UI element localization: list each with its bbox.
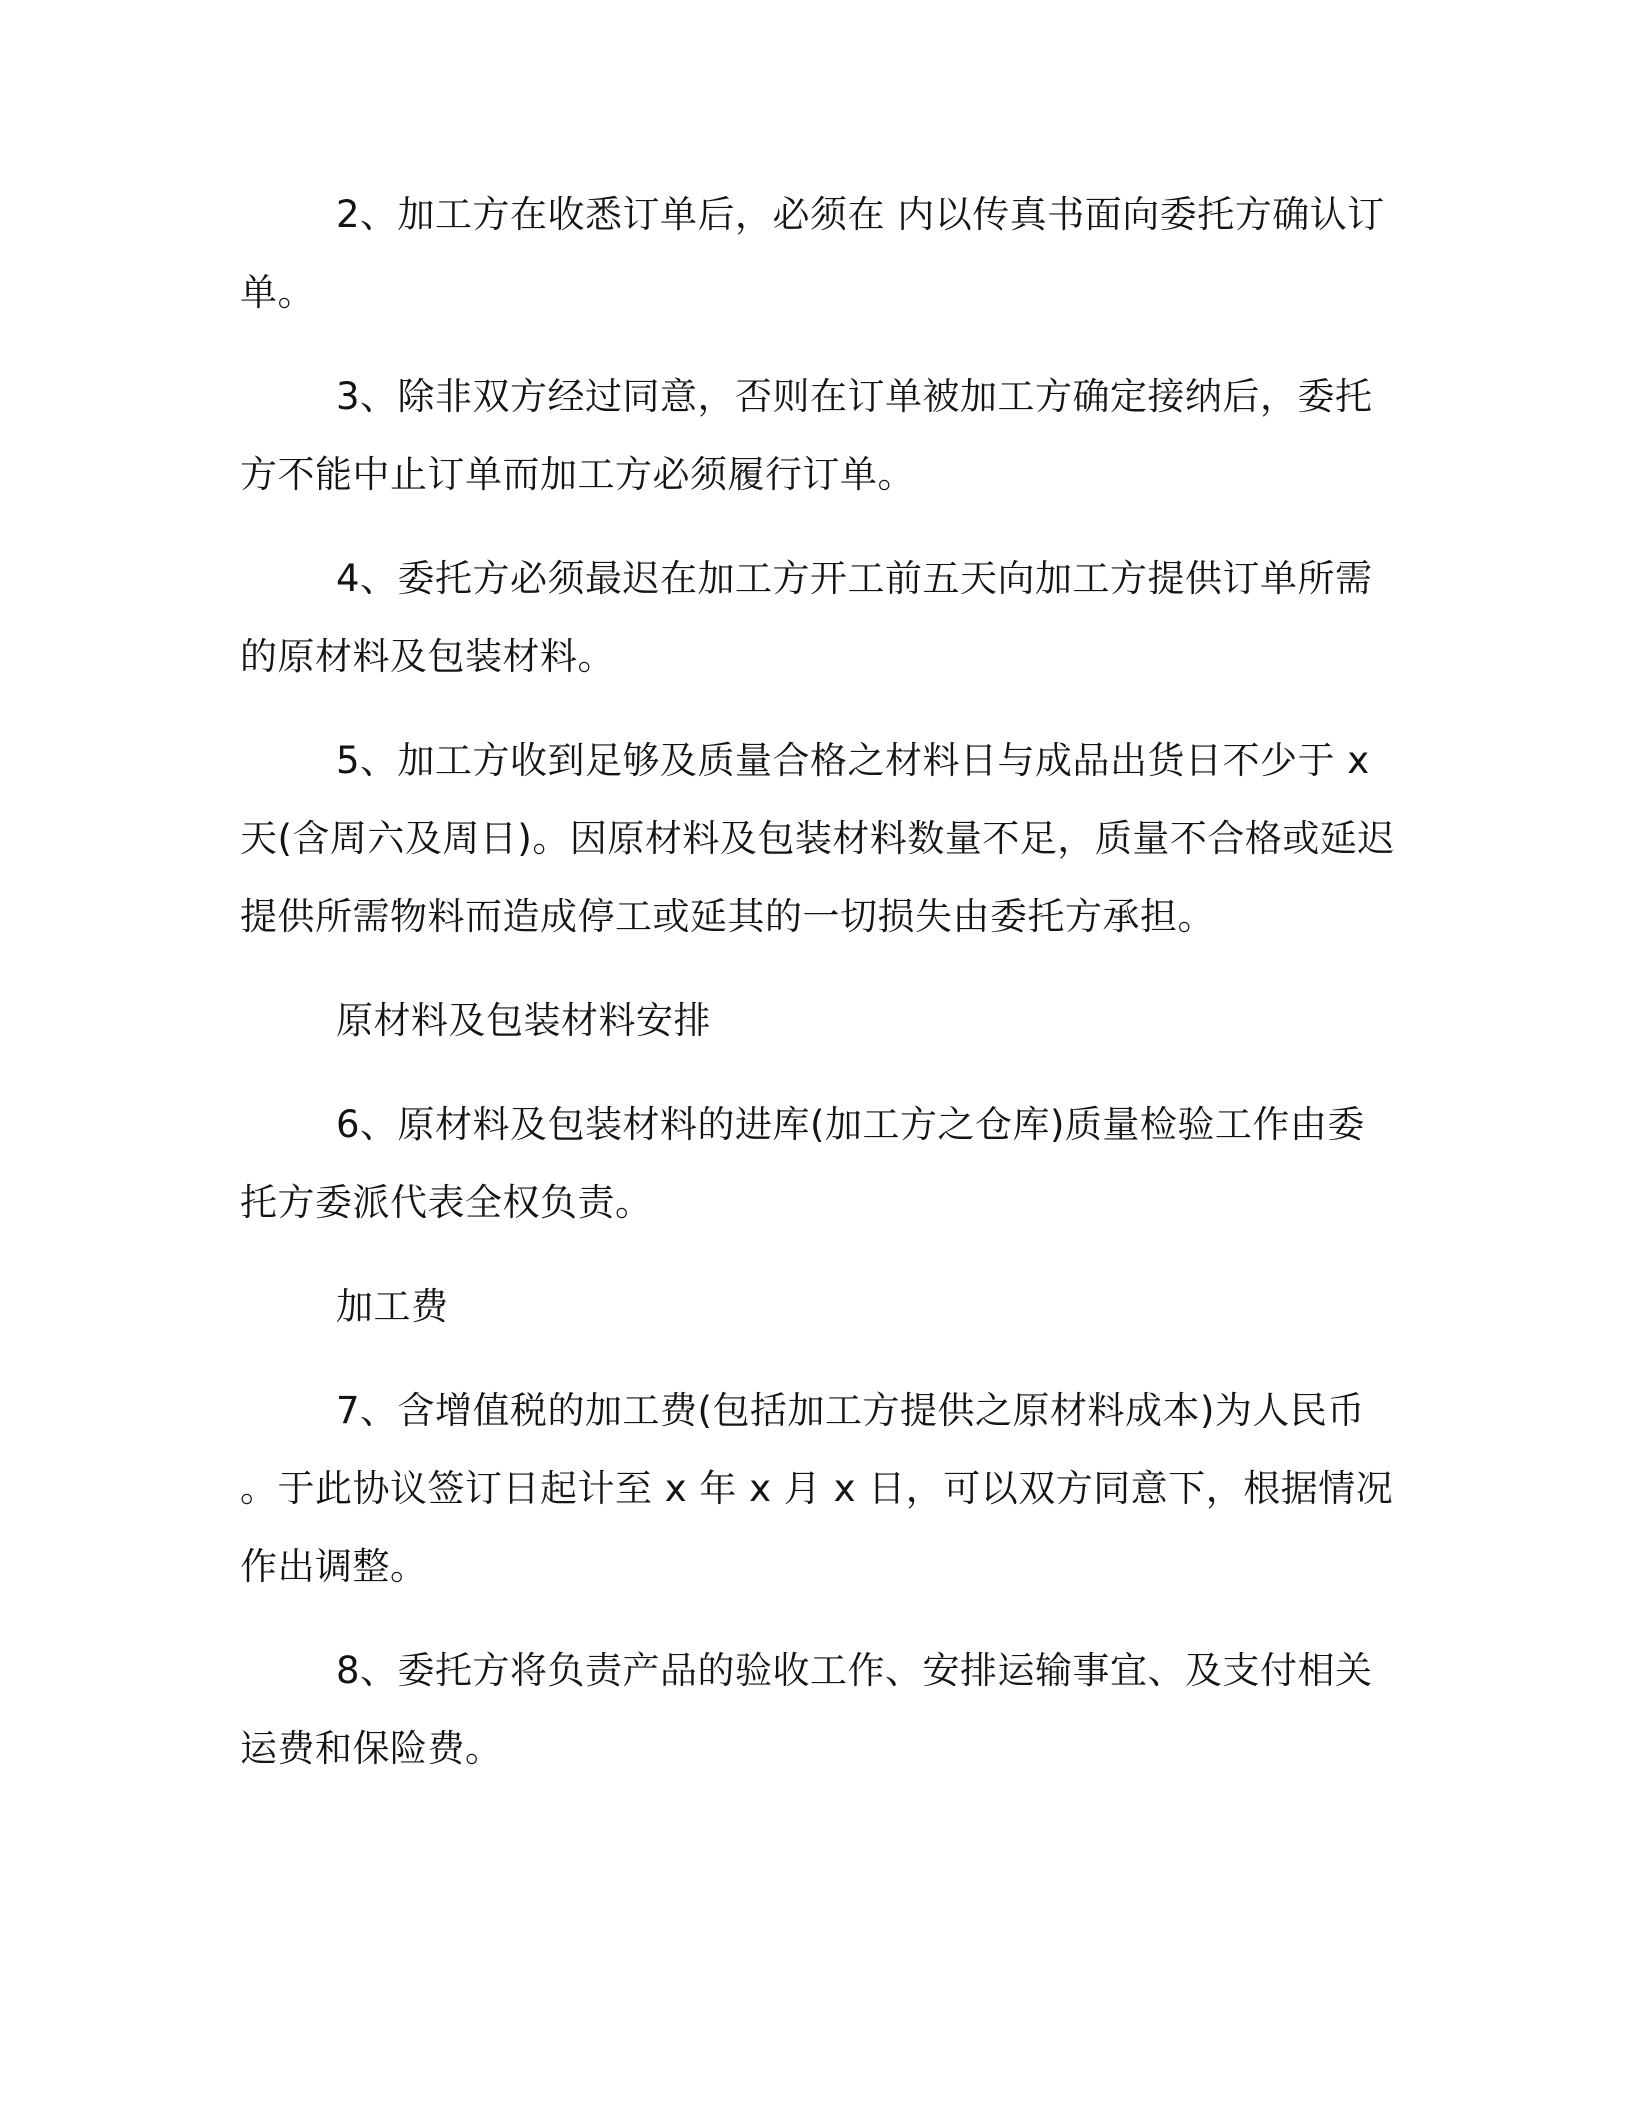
clause-4-paragraph: 4、委托方必须最迟在加工方开工前五天向加工方提供订单所需的原材料及包装材料。 [240, 557, 1373, 678]
document-body [240, 176, 1400, 1814]
clause-5-paragraph: 5、加工方收到足够及质量合格之材料日与成品出货日不少于 x 天(含周六及周日)。因原材料及包装材料数量不足，质量不合格或延迟提供所需物料而造成停工或延其的一切损失由委托方承担。 [240, 739, 1395, 938]
clause-2-paragraph: 2、加工方在收悉订单后，必须在 内以传真书面向委托方确认订单。 [240, 193, 1385, 314]
clause-3-paragraph: 3、除非双方经过同意，否则在订单被加工方确定接纳后，委托方不能中止订单而加工方必须履行订单。 [240, 375, 1373, 496]
clause-6-paragraph: 6、原材料及包装材料的进库(加工方之仓库)质量检验工作由委托方委派代表全权负责。 [240, 1103, 1365, 1224]
section-heading-fee: 加工费 [336, 1285, 449, 1328]
clause-8-paragraph: 8、委托方将负责产品的验收工作、安排运输事宜、及支付相关运费和保险费。 [240, 1649, 1373, 1770]
section-heading-materials: 原材料及包装材料安排 [336, 999, 711, 1042]
clause-7-paragraph: 7、含增值税的加工费(包括加工方提供之原材料成本)为人民币 。于此协议签订日起计至 x 年 x 月 x 日，可以双方同意下，根据情况作出调整。 [240, 1389, 1394, 1588]
